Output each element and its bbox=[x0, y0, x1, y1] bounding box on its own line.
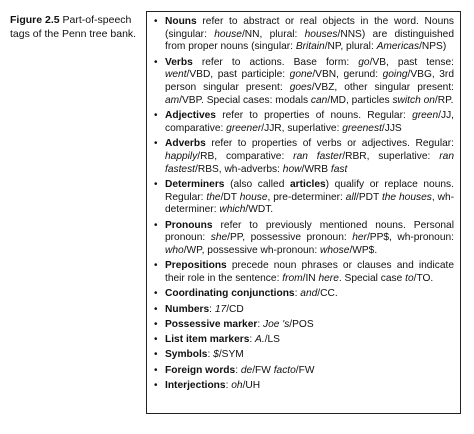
figure-label: Figure 2.5 bbox=[10, 14, 60, 26]
bullet-icon: • bbox=[154, 260, 158, 272]
tag-list-item bbox=[153, 110, 454, 135]
tag-term: Numbers bbox=[165, 303, 210, 315]
bullet-icon: • bbox=[154, 56, 158, 68]
tag-example: from bbox=[282, 272, 303, 284]
tag-description-text: /SYM bbox=[218, 349, 244, 361]
tag-list-item bbox=[153, 138, 454, 176]
tag-description-text: /JJ, comparative: bbox=[165, 110, 454, 134]
tag-description-text: /LS bbox=[264, 334, 280, 346]
tag-description-text: : bbox=[235, 364, 241, 376]
tag-description-text: /RBS, wh-adverbs: bbox=[195, 163, 283, 175]
tag-example: house bbox=[239, 191, 268, 203]
tag-description-text: : bbox=[207, 349, 214, 361]
tag-term: Foreign words bbox=[165, 364, 236, 376]
tag-description-text: /WRB bbox=[301, 163, 331, 175]
tag-description-text: /RB, comparative: bbox=[197, 150, 294, 162]
tag-description-text: /POS bbox=[289, 318, 314, 330]
tag-example: oh bbox=[231, 380, 243, 391]
tag-example: fast bbox=[330, 163, 348, 175]
tag-description-text: ) qualify or replace nouns. Regular: bbox=[165, 178, 454, 203]
tag-example: am bbox=[165, 94, 180, 106]
tag-description-text: /RBR, superlative: bbox=[342, 150, 440, 162]
tag-term: List item markers bbox=[165, 334, 250, 346]
tag-description-text: /PDT bbox=[356, 191, 382, 203]
tag-list-item bbox=[153, 334, 454, 347]
tag-example: de bbox=[240, 364, 253, 376]
tag-example: switch on bbox=[392, 94, 435, 106]
tag-example: goes bbox=[289, 82, 312, 94]
tag-description-text: /FW bbox=[252, 364, 274, 376]
tag-description-text: /VBG, 3rd person singular present: bbox=[165, 69, 454, 94]
tag-example: A. bbox=[255, 334, 265, 346]
tag-example: who bbox=[165, 244, 184, 256]
tag-description-text: : bbox=[257, 318, 263, 330]
tag-description-text: /VBP. Special cases: modals bbox=[179, 94, 311, 106]
tag-description-text: /NN, plural: bbox=[241, 28, 305, 40]
tag-example: gone bbox=[289, 69, 313, 81]
tag-description-text: /NP, plural: bbox=[324, 41, 377, 53]
tag-example: greener bbox=[226, 122, 262, 134]
tag-term: Adverbs bbox=[165, 138, 206, 150]
tag-description-text: /IN bbox=[302, 272, 319, 284]
tag-description-text: /UH bbox=[242, 380, 261, 391]
tag-example: went bbox=[165, 69, 187, 81]
bullet-icon: • bbox=[154, 318, 158, 330]
tag-term: Verbs bbox=[165, 56, 193, 68]
tag-example: Americas bbox=[376, 41, 420, 53]
tag-example: here bbox=[318, 272, 339, 284]
tag-example: go bbox=[358, 56, 370, 68]
tag-list-item bbox=[153, 57, 454, 108]
tag-example: she bbox=[210, 232, 228, 244]
tag-description-text: . Special case bbox=[338, 272, 406, 284]
tag-example: and bbox=[300, 288, 318, 300]
tag-example: which bbox=[219, 204, 246, 216]
tag-description-text: /MD, particles bbox=[327, 94, 393, 106]
tag-description-text: (also called bbox=[224, 178, 290, 190]
tag-description-text: /VBN, gerund: bbox=[312, 69, 383, 81]
tag-description-text: : bbox=[249, 334, 256, 346]
bullet-icon: • bbox=[154, 288, 158, 300]
tag-term: Interjections bbox=[165, 380, 226, 391]
tag-term: Pronouns bbox=[165, 219, 213, 231]
tag-term: Symbols bbox=[165, 349, 208, 361]
tag-description-text: precede noun phrases or clauses and indicate their role in the sentence: bbox=[165, 260, 454, 284]
tag-description-text: , pre-determiner: bbox=[267, 191, 346, 203]
bullet-icon: • bbox=[154, 110, 158, 122]
tag-term: Nouns bbox=[165, 16, 197, 27]
tag-description-text: /JJS bbox=[381, 122, 402, 134]
tag-list-item bbox=[153, 220, 454, 258]
tag-description-text: refer to previously mentioned nouns. Personal pronoun: bbox=[165, 219, 454, 244]
tag-description-text: /NPS) bbox=[419, 41, 447, 53]
bullet-icon: • bbox=[154, 349, 158, 361]
tag-term: Adjectives bbox=[165, 110, 216, 122]
bullet-icon: • bbox=[154, 16, 158, 27]
tag-description-text: : bbox=[209, 303, 215, 315]
tag-list-item bbox=[153, 349, 454, 362]
tag-term: Possessive marker bbox=[165, 318, 258, 330]
bullet-icon: • bbox=[154, 219, 158, 231]
tag-list-item bbox=[153, 179, 454, 217]
tag-description-text: : bbox=[225, 380, 232, 391]
tag-description-text: refer to properties of nouns. Regular: bbox=[215, 110, 413, 122]
tag-description-text: refer to properties of verbs or adjectives. Regular: bbox=[205, 138, 454, 150]
tag-description-text: /FW bbox=[295, 364, 315, 376]
bullet-icon: • bbox=[154, 334, 158, 346]
tag-example: ran faster bbox=[293, 150, 343, 162]
tag-example: facto bbox=[273, 364, 296, 376]
tag-example: going bbox=[382, 69, 408, 81]
tag-description-text: /PP$, wh-pronoun: bbox=[366, 232, 454, 244]
tag-example: ran fastest bbox=[165, 150, 454, 175]
tag-description-text: /TO. bbox=[413, 272, 434, 284]
tag-description-text: refer to abstract or real objects in the word. Nouns (singular: bbox=[165, 16, 454, 40]
tag-description-text: /WP$. bbox=[349, 244, 378, 256]
tag-term: Coordinating conjunctions bbox=[165, 288, 295, 300]
tag-example: how bbox=[282, 163, 302, 175]
tag-list-item bbox=[153, 365, 454, 378]
tag-list bbox=[153, 16, 454, 393]
tag-example: Britain bbox=[295, 41, 325, 53]
tag-term: articles bbox=[289, 178, 326, 190]
tag-description-text: /NNS) are distinguished from proper nouns (singular: bbox=[165, 28, 454, 53]
tag-example: to bbox=[405, 272, 414, 284]
tag-description-text: /VB, past tense: bbox=[369, 56, 454, 68]
bullet-icon: • bbox=[154, 303, 158, 315]
tag-example: her bbox=[352, 232, 367, 244]
tag-example: the bbox=[206, 191, 221, 203]
tag-example: Joe 's bbox=[263, 318, 290, 330]
bullet-icon: • bbox=[154, 364, 158, 376]
tag-example: can bbox=[310, 94, 328, 106]
bullet-icon: • bbox=[154, 138, 158, 150]
tag-list-item bbox=[153, 304, 454, 317]
tag-description-text: /DT bbox=[220, 191, 240, 203]
tag-example: all bbox=[345, 191, 356, 203]
tag-description-text: /VBD, past participle: bbox=[186, 69, 290, 81]
tag-example: houses bbox=[304, 28, 338, 40]
tag-example: whose bbox=[319, 244, 350, 256]
tag-description-text: /PP, possessive pronoun: bbox=[227, 232, 353, 244]
bullet-icon: • bbox=[154, 178, 158, 190]
tag-list-item bbox=[153, 319, 454, 332]
tag-list-box bbox=[146, 11, 461, 414]
tag-description-text: /JJR, superlative: bbox=[261, 122, 343, 134]
tag-list-item bbox=[153, 288, 454, 301]
tag-description-text: refer to actions. Base form: bbox=[192, 56, 359, 68]
tag-description-text: , wh-determiner: bbox=[165, 191, 455, 216]
tag-description-text: /CC. bbox=[317, 288, 338, 300]
tag-list-item bbox=[153, 260, 454, 285]
tag-description-text: : bbox=[294, 288, 301, 300]
tag-example: greenest bbox=[342, 122, 382, 134]
tag-example: $ bbox=[213, 349, 219, 361]
figure-caption-text: Part-of-speech tags of the Penn tree bank. bbox=[10, 14, 137, 40]
tag-term: Prepositions bbox=[165, 260, 227, 272]
tag-term: Determiners bbox=[165, 178, 225, 190]
tag-description-text: /RP. bbox=[434, 94, 454, 106]
tag-description-text: /VBZ, other singular present: bbox=[311, 82, 454, 94]
tag-description-text: /WDT. bbox=[245, 204, 274, 216]
figure-caption bbox=[10, 14, 138, 41]
tag-list-item bbox=[153, 380, 454, 393]
tag-description-text: /CD bbox=[226, 303, 244, 315]
tag-description-text: /WP, possessive wh-pronoun: bbox=[183, 244, 320, 256]
tag-example: the houses bbox=[381, 191, 432, 203]
tag-example: house bbox=[214, 28, 242, 40]
tag-example: green bbox=[412, 110, 439, 122]
tag-example: 17 bbox=[214, 303, 227, 315]
tag-example: happily bbox=[165, 150, 198, 162]
tag-list-item bbox=[153, 16, 454, 54]
bullet-icon: • bbox=[154, 380, 158, 391]
